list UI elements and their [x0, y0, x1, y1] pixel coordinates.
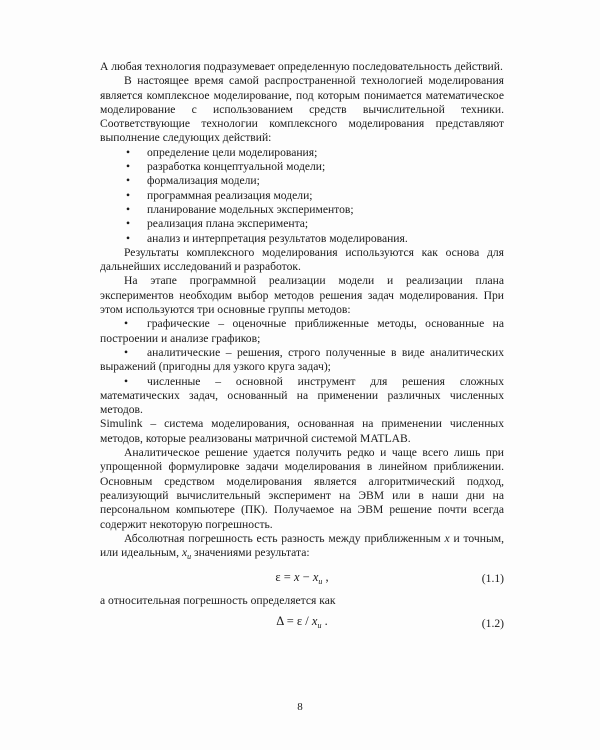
- steps-list: [100, 146, 504, 246]
- list-item: [100, 346, 504, 375]
- formula-1-2: [100, 609, 504, 639]
- list-item: [100, 375, 504, 418]
- formula-subscript: u: [317, 621, 322, 631]
- paragraph-intro: А любая технология подразумевает определенную последовательность действий.: [100, 60, 503, 73]
- variable-xu: x: [181, 546, 188, 560]
- list-item: • программная реализация модели;: [100, 189, 504, 203]
- list-item: • реализация плана эксперимента;: [100, 217, 504, 231]
- formula-var: x: [293, 569, 300, 584]
- bullet-glyph: •: [124, 345, 129, 359]
- bullet-glyph: •: [124, 317, 129, 331]
- subscript-u: u: [187, 552, 192, 562]
- formula-var: x: [312, 569, 319, 584]
- paragraph-relative-error: а относительная погрешность определяется как: [100, 594, 336, 608]
- body-text: [100, 60, 504, 639]
- formula-subscript: u: [318, 576, 323, 586]
- text-fragment: Абсолютная погрешность есть разность между приближенным: [124, 531, 445, 545]
- formula-part: ,: [322, 569, 329, 584]
- formula-expression: [100, 614, 504, 633]
- method-text: графические – оценочные приближенные методы, основанные на построении и анализе графиков;: [100, 317, 504, 345]
- list-item: • разработка концептуальной модели;: [100, 160, 504, 174]
- list-item: [100, 317, 504, 346]
- bullet-glyph: •: [124, 374, 129, 388]
- paragraph-absolute-error: [100, 532, 504, 565]
- paragraph-complex-modeling: В настоящее время самой распространенной технологией моделирования является комплексное моделирование, под которым понимается математическое моделирование с использованием средств вычислительной техники. Соответствующие технологии комплексного моделирования представляют выполнение следующих действий:: [100, 74, 504, 145]
- list-item: • анализ и интерпретация результатов моделирования.: [100, 232, 504, 246]
- formula-number: (1.2): [481, 616, 504, 630]
- method-text: численные – основной инструмент для решения сложных математических задач, основанный на применении различных численных методов.: [100, 374, 504, 417]
- paragraph-simulink: Simulink – система моделирования, основанная на применении численных методов, которые реализованы матричной системой MATLAB.: [100, 417, 504, 445]
- text-fragment: значениями результата:: [191, 546, 310, 560]
- text-fragment: и точным, или идеальным,: [100, 531, 504, 560]
- list-item: • планирование модельных экспериментов;: [100, 203, 504, 217]
- formula-number: (1.1): [481, 572, 504, 586]
- formula-part: Δ = ε /: [276, 614, 312, 629]
- paragraph-results: Результаты комплексного моделирования используются как основа для дальнейших исследований и разработок.: [100, 245, 504, 274]
- formula-part: ε =: [275, 569, 294, 584]
- formula-expression: [100, 570, 504, 589]
- variable-x: x: [444, 531, 450, 545]
- formula-var: x: [311, 614, 318, 629]
- list-item: • формализация модели;: [100, 174, 504, 188]
- list-item: • определение цели моделирования;: [100, 146, 504, 160]
- paragraph-analytic-solution: Аналитическое решение удается получить редко и чаще всего лишь при упрощенной формулировке задачи моделирования в линейном приближении. Основным средством моделирования является алгоритмический подход, реализующий вычислительный эксперимент на ЭВМ или в наши дни на персональном компьютере (ПК). Получаемое на ЭВМ решение почти всегда содержит некоторую погрешность.: [100, 446, 504, 531]
- paragraph-methods-intro: На этапе программной реализации модели и реализации плана экспериментов необходим выбор методов решения задач моделирования. При этом используются три основные группы методов:: [100, 274, 504, 317]
- formula-1-1: [100, 564, 504, 594]
- formula-part: −: [299, 569, 313, 584]
- formula-part: .: [321, 614, 328, 629]
- method-text: аналитические – решения, строго полученные в виде аналитических выражений (пригодны для узкого круга задач);: [100, 345, 504, 374]
- methods-list: [100, 317, 504, 417]
- page-number: 8: [297, 701, 303, 713]
